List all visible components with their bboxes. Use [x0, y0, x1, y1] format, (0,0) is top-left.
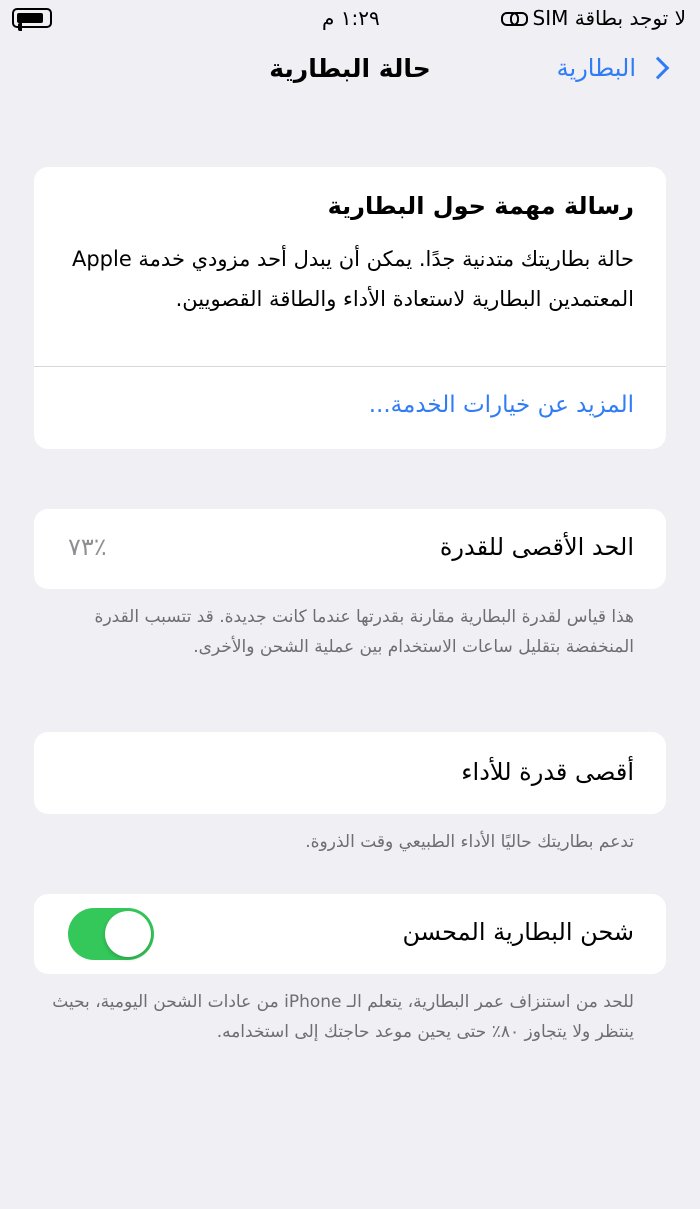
- chevron-back-icon: [647, 57, 670, 80]
- navigation-bar: [0, 52, 700, 92]
- peak-performance-row: [34, 732, 666, 814]
- optimized-charging-label: شحن البطارية المحسن: [402, 918, 634, 946]
- service-options-link[interactable]: المزيد عن خيارات الخدمة...: [368, 392, 634, 418]
- carrier-status: [501, 6, 686, 30]
- optimized-charging-toggle[interactable]: [68, 908, 154, 960]
- message-body: حالة بطاريتك متدنية جدًا. يمكن أن يبدل أحد مزودي خدمة Apple المعتمدين البطارية لاستعادة الأداء والطاقة القصويين.: [71, 247, 634, 311]
- peak-performance-label: أقصى قدرة للأداء: [461, 758, 634, 786]
- battery-message-card: [34, 167, 666, 449]
- page-title: حالة البطارية: [269, 54, 431, 83]
- max-capacity-label: الحد الأقصى للقدرة: [439, 533, 634, 561]
- divider: [34, 366, 666, 367]
- back-label: البطارية: [556, 54, 636, 82]
- max-capacity-value: ٪٧٣: [68, 533, 107, 561]
- optimized-charging-row: [34, 894, 666, 974]
- link-icon: [501, 11, 527, 25]
- clock: ١:٢٩ م: [322, 6, 380, 30]
- max-capacity-row: [34, 509, 666, 589]
- capacity-footnote: هذا قياس لقدرة البطارية مقارنة بقدرتها عندما كانت جديدة. قد تتسبب القدرة المنخفضة بتقليل ساعات الاستخدام بين عملية الشحن والأخرى.: [94, 607, 634, 657]
- battery-icon: [12, 8, 52, 28]
- status-bar: [0, 0, 700, 40]
- back-button[interactable]: [557, 54, 674, 82]
- charging-footnote: للحد من استنزاف عمر البطارية، يتعلم الـ iPhone من عادات الشحن اليومية، بحيث ينتظر ولا يتجاوز ٨٠٪ حتى يحين موعد حاجتك إلى استخدامه.: [52, 992, 634, 1042]
- message-title: رسالة مهمة حول البطارية: [327, 192, 634, 220]
- performance-footnote: تدعم بطاريتك حاليًا الأداء الطبيعي وقت الذروة.: [305, 832, 634, 852]
- carrier-label: لا توجد بطاقة SIM: [532, 6, 686, 30]
